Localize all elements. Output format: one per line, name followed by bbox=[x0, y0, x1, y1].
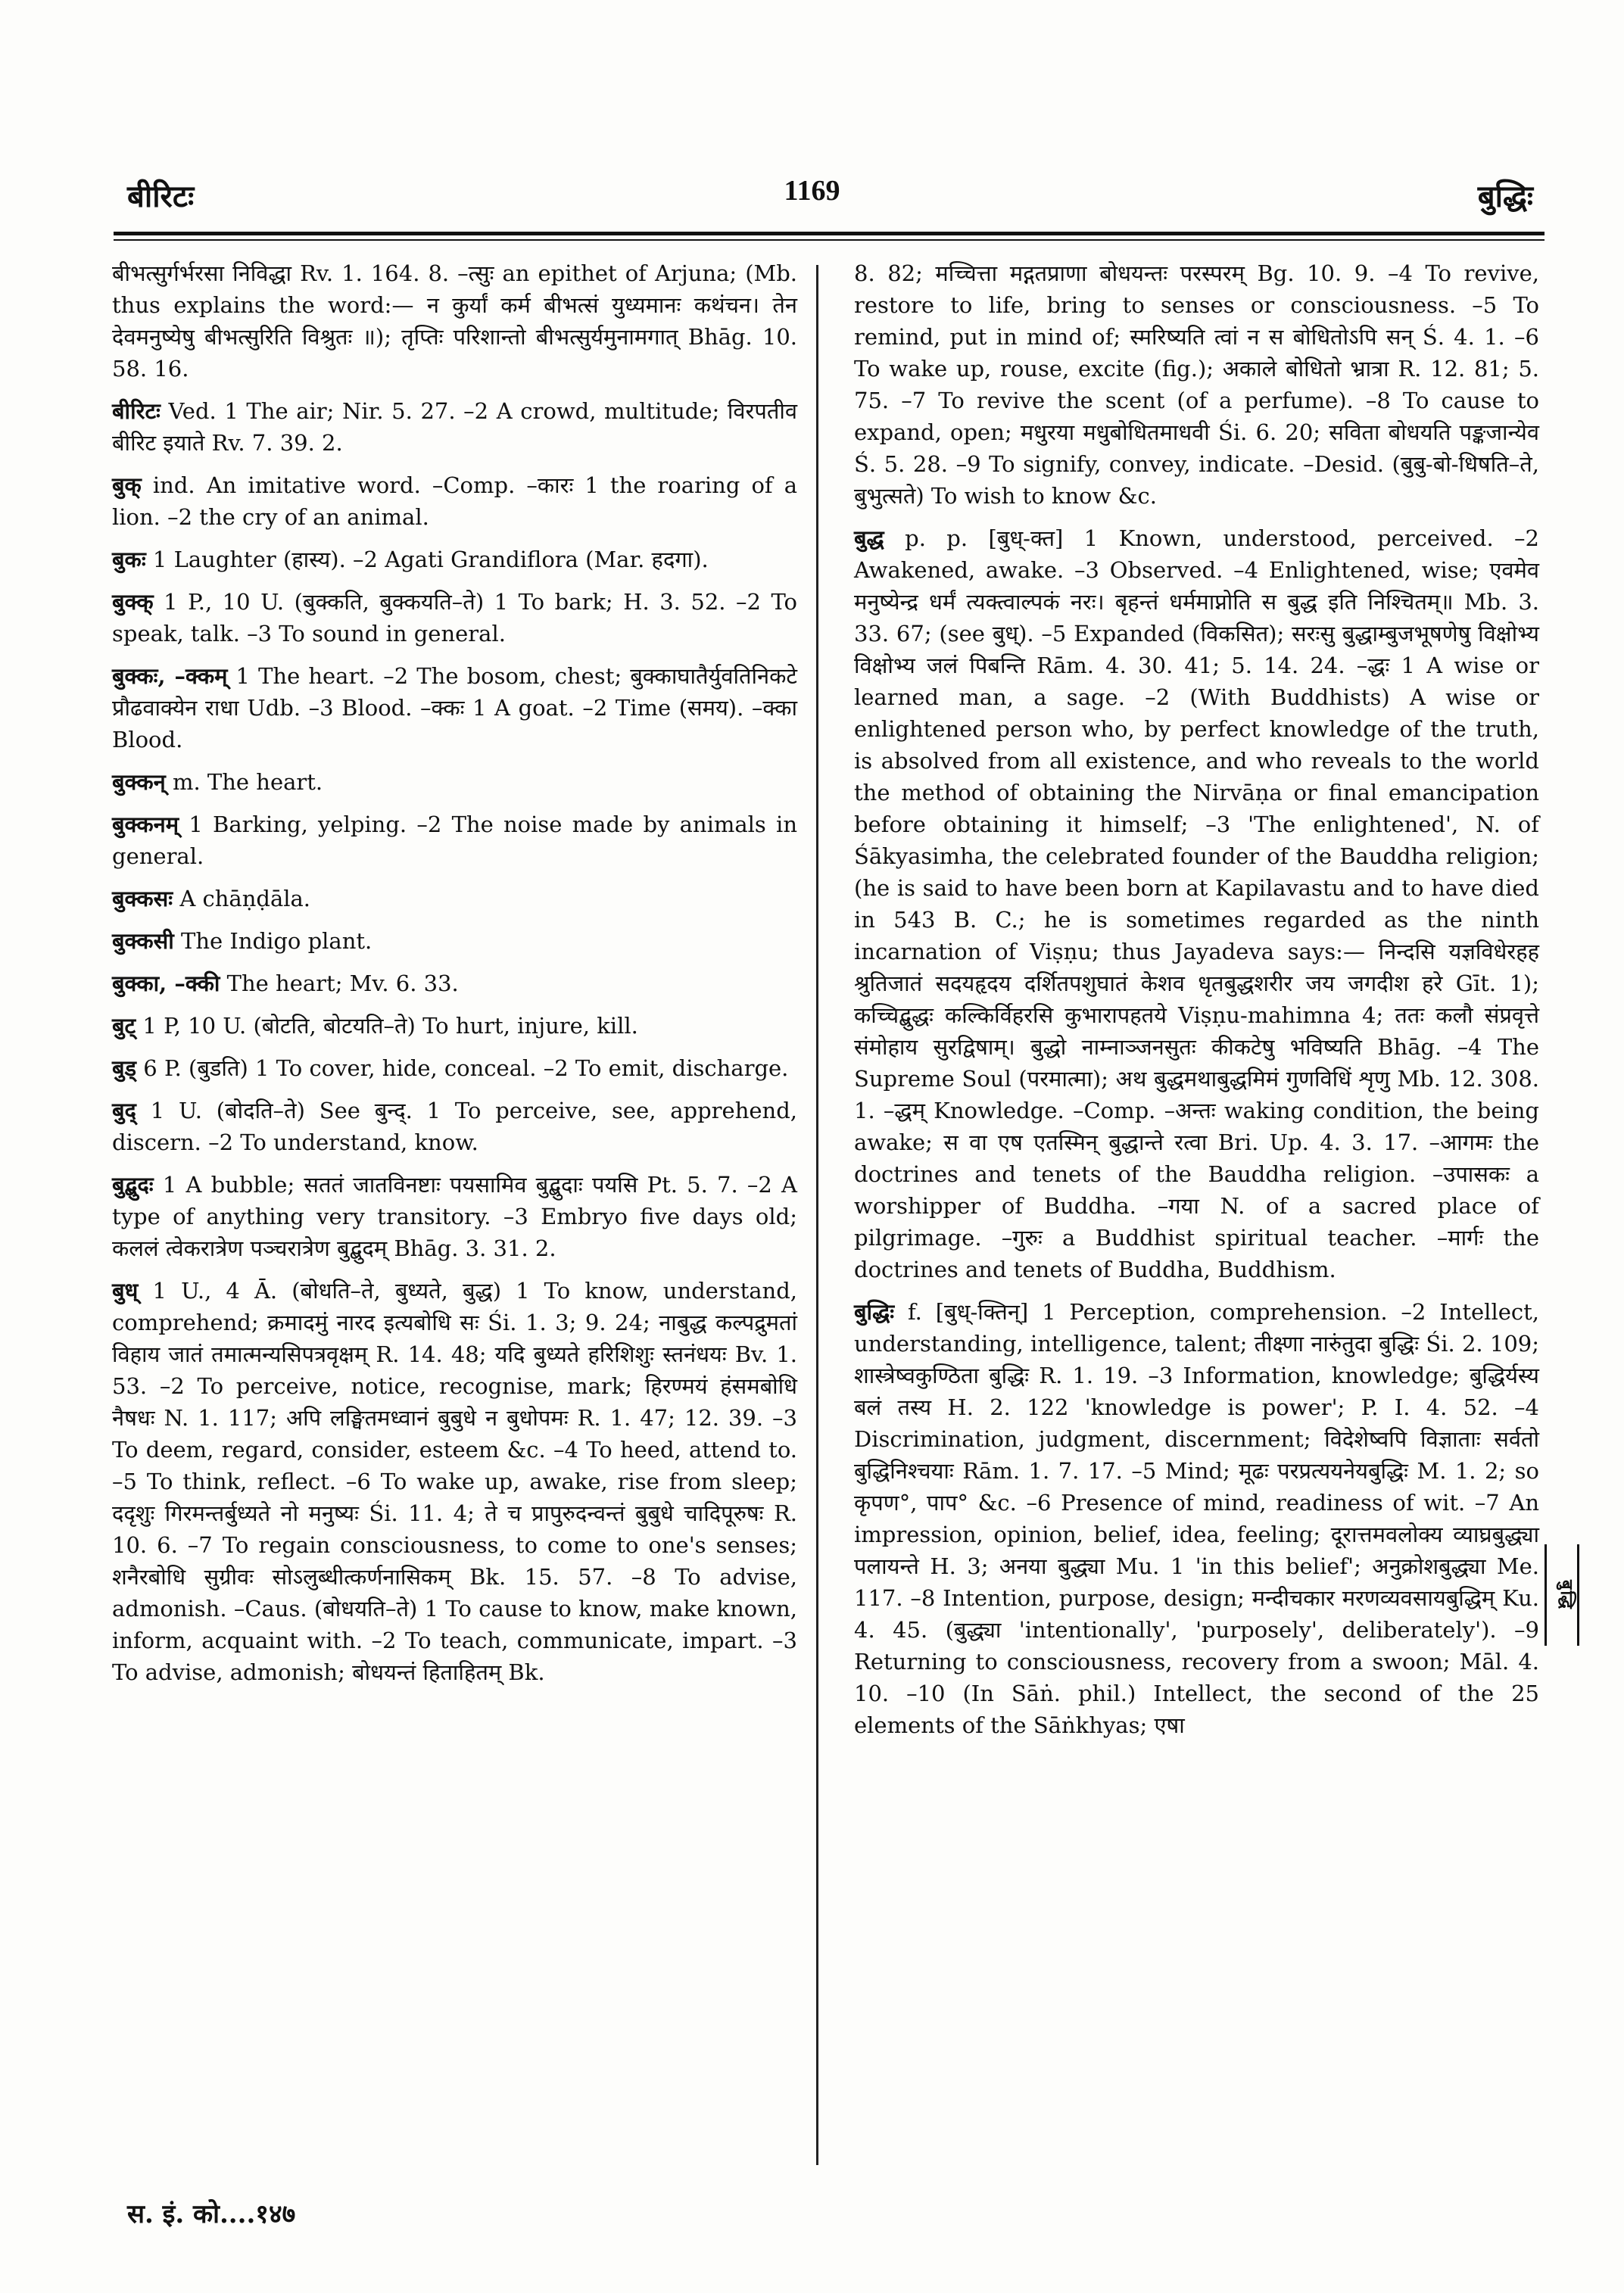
running-head-left: बीरिटः bbox=[127, 179, 195, 214]
entry-text: A chāṇḍāla. bbox=[179, 886, 311, 911]
dictionary-entry bbox=[112, 469, 797, 533]
entry-headword: बुक् bbox=[112, 472, 142, 498]
dictionary-entry bbox=[112, 1052, 797, 1084]
entry-text: 1 U., 4 Ā. (बोधति–ते, बुध्यते, बुद्ध) 1 To know, understand, comprehend; क्रमादमुं नारद इत्यबोधि सः Śi. 1. 3; 9. 24; नाबुद्ध कल्पद्रुमतां विहाय जातं तमात्मन्यसिपत्रवृक्षम् R. 14. 48; यदि बुध्यते हरिशिशुः स्तनंधयः Bv. 1. 53. –2 To perceive, notice, recognise, mark; हिरण्मयं हंसमबोधि नैषधः N. 1. 117; अपि लङ्घितमध्वानं बुबुधे न बुधोपमः R. 1. 47; 12. 39. –3 To deem, regard, consider, esteem &c. –4 To heed, attend to. –5 To think, reflect. –6 To wake up, awake, rise from sleep; ददृशुः गिरमन्तर्बुध्यते नो मनुष्यः Śi. 11. 4; ते च प्रापुरुदन्वन्तं बुबुधे चादिपूरुषः R. 10. 6. –7 To regain consciousness, to come to one's senses; शनैरबोधि सुग्रीवः सोऽलुब्धीत्कर्णनासिकम् Bk. 15. 57. –8 To advise, admonish. –Caus. (बोधयति–ते) 1 To cause to know, make known, inform, acquaint with. –2 To teach, communicate, impart. –3 To advise, admonish; बोधयन्तं हिताहितम् Bk. bbox=[112, 1278, 797, 1685]
entry-headword: बुक्कसः bbox=[112, 886, 173, 911]
entry-headword: बुद्ध bbox=[854, 525, 884, 551]
entry-text: f. [बुध्-क्तिन्] 1 Perception, comprehension. –2 Intellect, understanding, intelligence, talent; तीक्ष्णा नारुंतुदा बुद्धिः Śi. 2. 109; शास्त्रेष्वकुण्ठिता बुद्धिः R. 1. 19. –3 Information, knowledge; बुद्धिर्यस्य बलं तस्य H. 2. 122 'knowledge is power'; P. I. 4. 52. –4 Discrimination, judgment, discernment; विदेशेष्वपि विज्ञाताः सर्वतो बुद्धिनिश्चयाः Rām. 1. 7. 17. –5 Mind; मूढः परप्रत्ययनेयबुद्धिः M. 1. 2; so कृपण°, पाप° &c. –6 Presence of mind, readiness of wit. –7 An impression, opinion, belief, idea, feeling; दूरात्तमवलोक्य व्याघ्रबुद्ध्या पलायन्ते H. 3; अनया बुद्ध्या Mu. 1 'in this belief'; अनुक्रोशबुद्ध्या Me. 117. –8 Intention, purpose, design; मन्दीचकार मरणव्यवसायबुद्धिम् Ku. 4. 45. (बुद्ध्या 'intentionally', 'purposely', deliberately'). –9 Returning to consciousness, recovery from a swoon; Māl. 4. 10. –10 (In Sāṅ. phil.) Intellect, the second of the 25 elements of the Sāṅkhyas; एषा bbox=[854, 1299, 1539, 1738]
entry-headword: बुक्कः, –क्कम् bbox=[112, 663, 228, 689]
dictionary-entry bbox=[112, 967, 797, 999]
entry-headword: बुकः bbox=[112, 547, 146, 572]
entry-text: 1 A bubble; सततं जातविनष्टाः पयसामिव बुद्बुदाः पयसि Pt. 5. 7. –2 A type of anything very transitory. –3 Embryo five days old; कललं त्वेकरात्रेण पञ्चरात्रेण बुद्बुदम् Bhāg. 3. 31. 2. bbox=[112, 1172, 798, 1261]
left-column bbox=[112, 257, 797, 1699]
entry-text: 1 The heart. –2 The bosom, chest; बुक्काघातैर्युवतिनिकटे प्रौढवाक्येन राधा Udb. –3 Blood. –क्कः 1 A goat. –2 Time (समय). –क्का Blood. bbox=[112, 663, 797, 752]
entry-headword: बुक्कसी bbox=[112, 928, 174, 954]
entry-text: 8. 82; मच्चित्ता मद्गतप्राणा बोधयन्तः परस्परम् Bg. 10. 9. –4 To revive, restore to life, bring to senses or consciousness. –5 To remind, put in mind of; स्मरिष्यति त्वां न स बोधितोऽपि सन् Ś. 4. 1. –6 To wake up, rouse, excite (fig.); अकाले बोधितो भ्रात्रा R. 12. 81; 5. 75. –7 To revive the scent (of a perfume). –8 To cause to expand, open; मधुरया मधुबोधितमाधवी Śi. 6. 20; सविता बोधयति पङ्कजान्येव Ś. 5. 28. –9 To signify, convey, indicate. –Desid. (बुबु-बो-धिषति–ते, बुभुत्सते) To wish to know &c. bbox=[854, 260, 1539, 509]
running-head-right: बुद्धिः bbox=[1477, 179, 1533, 214]
signature-mark: स. इं. को....१४७ bbox=[127, 2199, 296, 2229]
entry-text: 6 P. (बुडति) 1 To cover, hide, conceal. –2 To emit, discharge. bbox=[143, 1055, 789, 1081]
header-rule-thick bbox=[114, 232, 1545, 235]
dictionary-entry bbox=[112, 395, 797, 459]
entry-text: 1 Laughter (हास्य). –2 Agati Grandiflora (Mar. हदगा). bbox=[152, 547, 709, 572]
page-number: 1169 bbox=[784, 175, 840, 207]
dictionary-entry bbox=[112, 766, 797, 798]
entry-headword: बुड् bbox=[112, 1055, 137, 1081]
dictionary-entry bbox=[112, 925, 797, 957]
entry-headword: बुक्कन् bbox=[112, 769, 166, 795]
entry-text: p. p. [बुध्-क्त] 1 Known, understood, perceived. –2 Awakened, awake. –3 Observed. –4 Enlightened, wise; एवमेव मनुष्येन्द्र धर्मं त्यक्त्वाल्पकं नरः। बृहन्तं धर्ममाप्नोति स बुद्ध इति निश्चितम्॥ Mb. 3. 33. 67; (see बुध्). –5 Expanded (विकसित); सरःसु बुद्धाम्बुजभूषणेषु विक्षोभ्य विक्षोभ्य जलं पिबन्ति Rām. 4. 30. 41; 5. 14. 24. –द्धः 1 A wise or learned man, a sage. –2 (With Buddhists) A wise or enlightened person who, by perfect knowledge of the truth, is absolved from all existence, and who reveals to the world the method of obtaining the Nirvāṇa or final emancipation before obtaining it himself; –3 'The enlightened', N. of Śākyasimha, the celebrated founder of the Bauddha religion; (he is said to have been born at Kapilavastu and to have died in 543 B. C.; he is sometimes regarded as the ninth incarnation of Viṣṇu; thus Jayadeva says:— निन्दसि यज्ञविधेरहह श्रुतिजातं सदयहृदय दर्शितपशुघातं केशव धृतबुद्धशरीर जय जगदीश हरे Gīt. 1); कच्चिद्बुद्धः कल्किर्विहरसि कुभारापहतये Viṣṇu-mahimna 4; ततः कलौ संप्रवृत्ते संमोहाय सुरद्विषाम्। बुद्धो नाम्नाञ्जनसुतः कीकटेषु भविष्यति Bhāg. –4 The Supreme Soul (परमात्मा); अथ बुद्धमथाबुद्धमिमं गुणविधिं शृणु Mb. 12. 308. 1. –द्धम् Knowledge. –Comp. –अन्तः waking condition, the being awake; स वा एष एतस्मिन् बुद्धान्ते रत्वा Bri. Up. 4. 3. 17. –आगमः the doctrines and tenets of the Bauddha religion. –उपासकः a worshipper of Buddha. –गया N. of a sacred place of pilgrimage. –गुरुः a Buddhist spiritual teacher. –मार्गः the doctrines and tenets of Buddha, Buddhism. bbox=[854, 525, 1539, 1282]
dictionary-entry bbox=[854, 257, 1539, 512]
entry-text: 1 U. (बोदति–ते) See बुन्द्. 1 To perceive, see, apprehend, discern. –2 To understand, know. bbox=[112, 1098, 798, 1155]
entry-headword: बीरिटः bbox=[112, 398, 161, 424]
entry-text: 1 Barking, yelping. –2 The noise made by animals in general. bbox=[112, 812, 798, 869]
entry-text: The heart; Mv. 6. 33. bbox=[226, 970, 459, 996]
entry-text: 1 P., 10 U. (बुक्कति, बुक्कयति–ते) 1 To bark; H. 3. 52. –2 To speak, talk. –3 To sound in general. bbox=[112, 589, 798, 646]
dictionary-entry bbox=[112, 660, 797, 756]
dictionary-entry bbox=[112, 544, 797, 575]
dictionary-entry bbox=[854, 522, 1539, 1285]
entry-text: The Indigo plant. bbox=[180, 928, 372, 954]
entry-headword: बुद्धिः bbox=[854, 1299, 895, 1325]
column-divider bbox=[816, 265, 818, 2165]
right-column bbox=[854, 257, 1539, 1752]
entry-text: ind. An imitative word. –Comp. –कारः 1 the roaring of a lion. –2 the cry of an animal. bbox=[112, 472, 798, 530]
entry-headword: बुक्क् bbox=[112, 589, 154, 615]
dictionary-entry bbox=[112, 1275, 797, 1688]
entry-headword: बुट् bbox=[112, 1013, 136, 1039]
entry-headword: बुक्का, –क्की bbox=[112, 970, 220, 996]
dictionary-entry bbox=[112, 1010, 797, 1042]
header-rule-thin bbox=[114, 239, 1545, 241]
entry-headword: बुक्कनम् bbox=[112, 812, 179, 837]
dictionary-entry bbox=[112, 1095, 797, 1158]
entry-headword: बुद्बुदः bbox=[112, 1172, 154, 1198]
dictionary-entry bbox=[112, 586, 797, 650]
entry-text: बीभत्सुर्गर्भरसा निविद्धा Rv. 1. 164. 8. –त्सुः an epithet of Arjuna; (Mb. thus explains the word:— न कुर्यां कर्म बीभत्सं युध्यमानः कथंचन। तेन देवमनुष्येषु बीभत्सुरिति विश्रुतः ॥); तृप्तिः परिशान्तो बीभत्सुर्यमुनामगात् Bhāg. 10. 58. 16. bbox=[112, 260, 797, 382]
entry-text: m. The heart. bbox=[172, 769, 323, 795]
entry-headword: बुद् bbox=[112, 1098, 136, 1123]
entry-text: Ved. 1 The air; Nir. 5. 27. –2 A crowd, multitude; विरपतीव बीरिट इयाते Rv. 7. 39. 2. bbox=[112, 398, 797, 456]
entry-text: 1 P, 10 U. (बोटति, बोटयति–ते) To hurt, injure, kill. bbox=[142, 1013, 638, 1039]
entry-headword: बुध् bbox=[112, 1278, 139, 1304]
side-thumb-tab: बुद्धि bbox=[1545, 1544, 1579, 1646]
dictionary-entry bbox=[112, 1169, 797, 1264]
dictionary-entry bbox=[112, 808, 797, 872]
dictionary-entry bbox=[112, 883, 797, 914]
dictionary-entry bbox=[854, 1296, 1539, 1741]
dictionary-entry bbox=[112, 257, 797, 385]
